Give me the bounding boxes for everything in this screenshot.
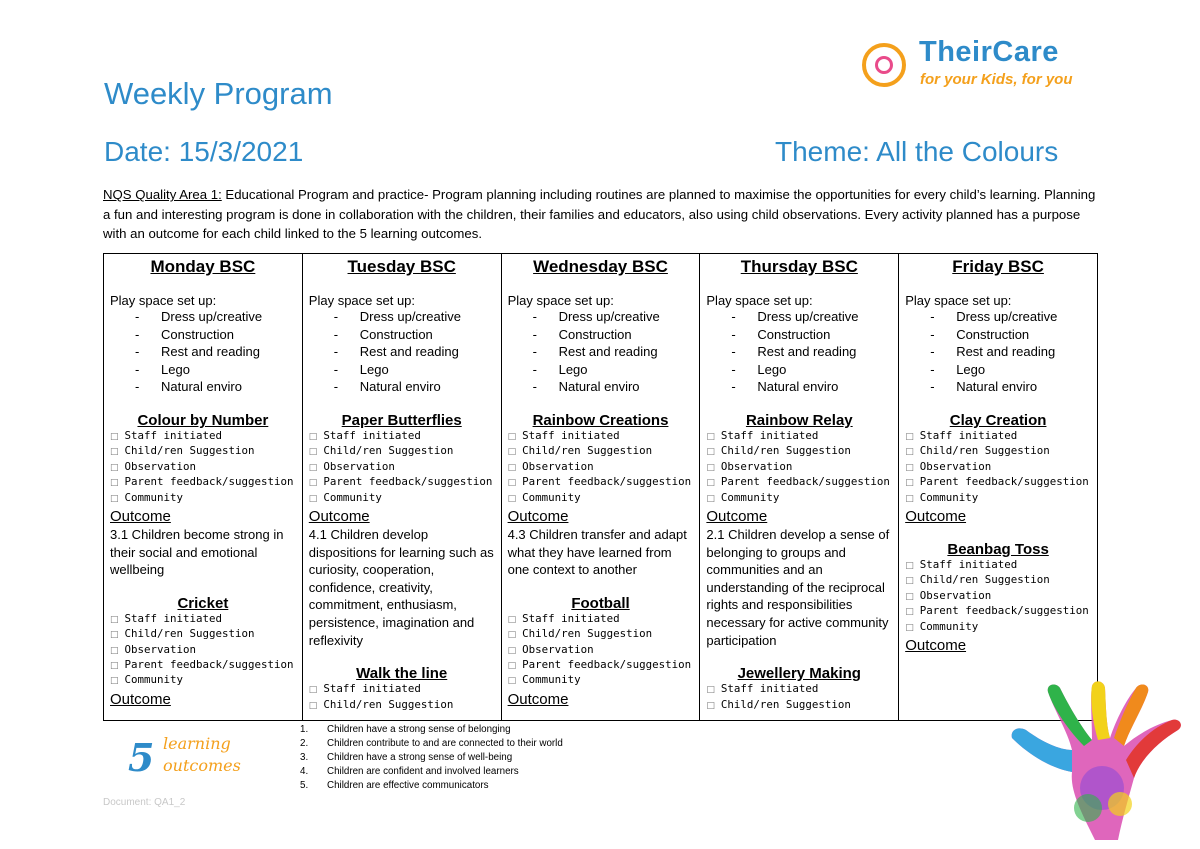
learning-outcome-item (300, 765, 563, 779)
checklist-item[interactable]: □ Child/ren Suggestion (706, 444, 892, 459)
checklist-item[interactable]: □ Staff initiated (508, 429, 694, 444)
checklist-item[interactable]: □ Staff initiated (905, 558, 1091, 573)
setup-item (309, 343, 495, 361)
setup-item-label: Rest and reading (359, 344, 459, 360)
setup-item-label: Lego (757, 361, 787, 377)
activity-checklist (508, 429, 694, 506)
checklist-item[interactable]: □ Parent feedback/suggestion (905, 475, 1091, 490)
setup-list (905, 308, 1091, 396)
activity-title: Beanbag Toss (947, 541, 1049, 558)
setup-item-label: Rest and reading (161, 344, 261, 360)
setup-item (706, 361, 892, 379)
activity-title: Clay Creation (949, 411, 1047, 429)
activity-checklist (905, 429, 1091, 506)
learning-outcomes-list (300, 723, 563, 793)
outcome-number: 3. (300, 751, 309, 763)
setup-item-label: Natural enviro (558, 379, 640, 395)
checklist-item[interactable]: □ Community (508, 491, 694, 506)
checklist-item[interactable]: □ Observation (508, 643, 694, 658)
learning-outcome-item (300, 779, 563, 793)
setup-item (905, 361, 1091, 379)
setup-item-label: Construction (956, 326, 1030, 342)
outcome-item-text: Children contribute to and are connected to their world (327, 737, 563, 749)
setup-item (508, 361, 694, 379)
activity-title: Paper Butterflies (341, 411, 462, 429)
outcome-text: 4.1 Children develop dispositions for learning such as curiosity, cooperation, confidence, creativity, commitment, enthusiasm, persistence, imagination and reflexivity (308, 527, 494, 648)
checklist-item[interactable]: □ Staff initiated (110, 612, 296, 627)
checklist-item[interactable]: □ Child/ren Suggestion (110, 444, 296, 459)
outcome-text: 4.3 Children transfer and adapt what they have learned from one context to another (507, 527, 687, 578)
outcome-item-text: Children have a strong sense of belonging (327, 724, 511, 735)
logo-name: TheirCare (919, 36, 1059, 68)
checklist-item[interactable]: □ Staff initiated (706, 682, 892, 697)
page-title: Weekly Program (104, 76, 333, 111)
setup-list (508, 308, 694, 396)
setup-item-label: Dress up/creative (161, 309, 263, 324)
setup-item (309, 326, 495, 344)
outcome-label: Outcome (706, 508, 768, 525)
activity-checklist (110, 612, 296, 689)
setup-item-label: Lego (359, 361, 389, 377)
activity-checklist (706, 429, 892, 506)
setup-item (706, 326, 892, 344)
outcome-label: Outcome (110, 690, 171, 708)
play-space-label: Play space set up: (507, 293, 614, 308)
checklist-item[interactable]: □ Parent feedback/suggestion (110, 658, 296, 673)
checklist-item[interactable]: □ Child/ren Suggestion (309, 698, 495, 713)
activity-title: Cricket (177, 594, 229, 612)
day-heading: Wednesday BSC (533, 257, 668, 276)
activity-title: Rainbow Relay (745, 411, 853, 429)
setup-item (110, 361, 296, 379)
play-space-label: Play space set up: (110, 293, 217, 308)
outcome-label: Outcome (507, 508, 569, 525)
weekly-program-table (103, 253, 1098, 721)
checklist-item[interactable]: □ Child/ren Suggestion (706, 698, 892, 713)
setup-list (309, 308, 495, 396)
outcome-label: Outcome (507, 690, 569, 708)
checklist-item[interactable]: □ Parent feedback/suggestion (905, 604, 1091, 619)
setup-item (309, 308, 495, 326)
setup-item (905, 343, 1091, 361)
checklist-item[interactable]: □ Observation (110, 460, 296, 475)
learning-word: learning (163, 734, 231, 753)
checklist-item[interactable]: □ Staff initiated (110, 429, 296, 444)
learning-outcome-item (300, 723, 563, 737)
setup-item (706, 378, 892, 396)
logo-tagline: for your Kids, for you (920, 71, 1073, 88)
setup-item-label: Rest and reading (757, 344, 857, 360)
theircare-logo-icon (862, 43, 906, 87)
program-theme: Theme: All the Colours (775, 136, 1059, 167)
setup-item-label: Construction (757, 326, 831, 342)
checklist-item[interactable]: □ Staff initiated (508, 612, 694, 627)
outcome-number: 5. (300, 779, 309, 791)
setup-item-label: Rest and reading (558, 344, 658, 360)
setup-item (110, 378, 296, 396)
outcome-label: Outcome (905, 508, 967, 525)
outcome-text: 2.1 Children develop a sense of belonging to groups and communities and an understanding of the reciprocal rights and responsibilities necessary for active community participation (706, 527, 890, 648)
checklist-item[interactable]: □ Observation (309, 460, 495, 475)
day-heading: Tuesday BSC (347, 257, 456, 276)
setup-item (905, 308, 1091, 326)
activity-checklist (706, 682, 892, 713)
checklist-item[interactable]: □ Community (706, 491, 892, 506)
day-column-wednesday (501, 254, 700, 721)
setup-item-label: Natural enviro (956, 379, 1038, 395)
checklist-item[interactable]: □ Child/ren Suggestion (905, 444, 1091, 459)
setup-item (508, 326, 694, 344)
theircare-logo (862, 36, 1077, 95)
outcomes-word: outcomes (163, 756, 241, 775)
setup-list (706, 308, 892, 396)
setup-item-label: Lego (956, 361, 986, 377)
learning-outcomes-logo (163, 733, 241, 777)
setup-item-label: Lego (558, 361, 588, 377)
checklist-item[interactable]: □ Staff initiated (905, 429, 1091, 444)
setup-item-label: Rest and reading (956, 344, 1056, 360)
activity-title: Football (571, 594, 630, 612)
checklist-item[interactable]: □ Parent feedback/suggestion (309, 475, 495, 490)
five-number: 5 (128, 735, 155, 780)
document-id: Document: QA1_2 (103, 797, 186, 808)
setup-item-label: Construction (359, 326, 433, 342)
outcome-label: Outcome (308, 508, 370, 525)
checklist-item[interactable]: □ Parent feedback/suggestion (508, 475, 694, 490)
setup-item (110, 326, 296, 344)
play-space-label: Play space set up: (706, 293, 813, 308)
checklist-item[interactable]: □ Observation (905, 589, 1091, 604)
setup-item (508, 343, 694, 361)
outcome-number: 4. (300, 765, 309, 777)
checklist-item[interactable]: □ Observation (508, 460, 694, 475)
day-heading: Monday BSC (150, 257, 256, 276)
activity-title: Walk the line (356, 665, 448, 683)
activity-checklist (309, 429, 495, 506)
setup-list (110, 308, 296, 396)
nqs-paragraph (103, 185, 1103, 244)
play-space-label: Play space set up: (905, 293, 1012, 308)
learning-outcome-item (300, 751, 563, 765)
setup-item (508, 308, 694, 326)
checklist-item[interactable]: □ Parent feedback/suggestion (508, 658, 694, 673)
checklist-item[interactable]: □ Observation (110, 643, 296, 658)
setup-item-label: Construction (161, 326, 234, 342)
checklist-item[interactable]: □ Community (905, 491, 1091, 506)
setup-item-label: Natural enviro (359, 379, 441, 395)
setup-item-label: Dress up/creative (757, 309, 859, 324)
day-column-monday (104, 254, 303, 721)
play-space-label: Play space set up: (308, 293, 416, 308)
checklist-item[interactable]: □ Parent feedback/suggestion (706, 475, 892, 490)
checklist-item[interactable]: □ Staff initiated (309, 429, 495, 444)
setup-item (706, 343, 892, 361)
outcome-number: 2. (300, 737, 309, 749)
outcome-label: Outcome (905, 637, 967, 655)
activity-checklist (309, 682, 495, 713)
setup-item (905, 326, 1091, 344)
nqs-text: Educational Program and practice- Program planning including routines are planned to maximise the opportunities for every child’s learning. Planning a fun and interesting program is done in collaboration with the children, their families and educators, also using child observations. Every activity planned has a purpose with an outcome for each child linked to the 5 learning outcomes. (103, 187, 1096, 241)
checklist-item[interactable]: □ Observation (905, 460, 1091, 475)
checklist-item[interactable]: □ Community (905, 620, 1091, 635)
checklist-item[interactable]: □ Community (309, 491, 495, 506)
activity-checklist (905, 558, 1091, 635)
checklist-item[interactable]: □ Staff initiated (309, 682, 495, 697)
setup-item-label: Construction (558, 326, 632, 342)
program-date: Date: 15/3/2021 (104, 136, 304, 167)
checklist-item[interactable]: □ Observation (706, 460, 892, 475)
outcome-item-text: Children have a strong sense of well-being (327, 751, 513, 763)
day-heading: Friday BSC (952, 257, 1044, 276)
setup-item (309, 361, 495, 379)
outcome-item-text: Children are confident and involved learners (327, 765, 519, 777)
setup-item-label: Dress up/creative (558, 309, 660, 324)
checklist-item[interactable]: □ Child/ren Suggestion (508, 444, 694, 459)
setup-item-label: Lego (161, 361, 190, 377)
day-column-friday (899, 254, 1098, 721)
setup-item (905, 378, 1091, 396)
checklist-item[interactable]: □ Child/ren Suggestion (110, 627, 296, 642)
checklist-item[interactable]: □ Parent feedback/suggestion (110, 475, 296, 490)
checklist-item[interactable]: □ Community (110, 491, 296, 506)
day-column-thursday (700, 254, 899, 721)
setup-item-label: Natural enviro (161, 379, 242, 395)
setup-item (110, 308, 296, 326)
activity-checklist (508, 612, 694, 689)
setup-item (110, 343, 296, 361)
checklist-item[interactable]: □ Community (110, 673, 296, 688)
nqs-label: NQS Quality Area 1: (103, 187, 222, 202)
outcome-item-text: Children are effective communicators (327, 779, 489, 791)
activity-checklist (110, 429, 296, 506)
setup-item-label: Natural enviro (757, 379, 839, 395)
day-heading: Thursday BSC (740, 257, 858, 276)
activity-title: Colour by Number (137, 411, 269, 429)
setup-item-label: Dress up/creative (359, 309, 461, 324)
checklist-item[interactable]: □ Staff initiated (706, 429, 892, 444)
setup-item (706, 308, 892, 326)
checklist-item[interactable]: □ Child/ren Suggestion (309, 444, 495, 459)
setup-item (309, 378, 495, 396)
checklist-item[interactable]: □ Community (508, 673, 694, 688)
activity-title: Rainbow Creations (532, 411, 669, 429)
setup-item-label: Dress up/creative (956, 309, 1058, 324)
setup-item (508, 378, 694, 396)
outcome-label: Outcome (110, 508, 171, 525)
checklist-item[interactable]: □ Child/ren Suggestion (508, 627, 694, 642)
checklist-item[interactable]: □ Child/ren Suggestion (905, 573, 1091, 588)
painted-hand-image (1010, 680, 1200, 840)
activity-title: Jewellery Making (737, 665, 861, 683)
day-column-tuesday (302, 254, 501, 721)
outcome-number: 1. (300, 724, 309, 735)
learning-outcome-item (300, 737, 563, 751)
outcome-text: 3.1 Children become strong in their social and emotional wellbeing (110, 527, 284, 578)
